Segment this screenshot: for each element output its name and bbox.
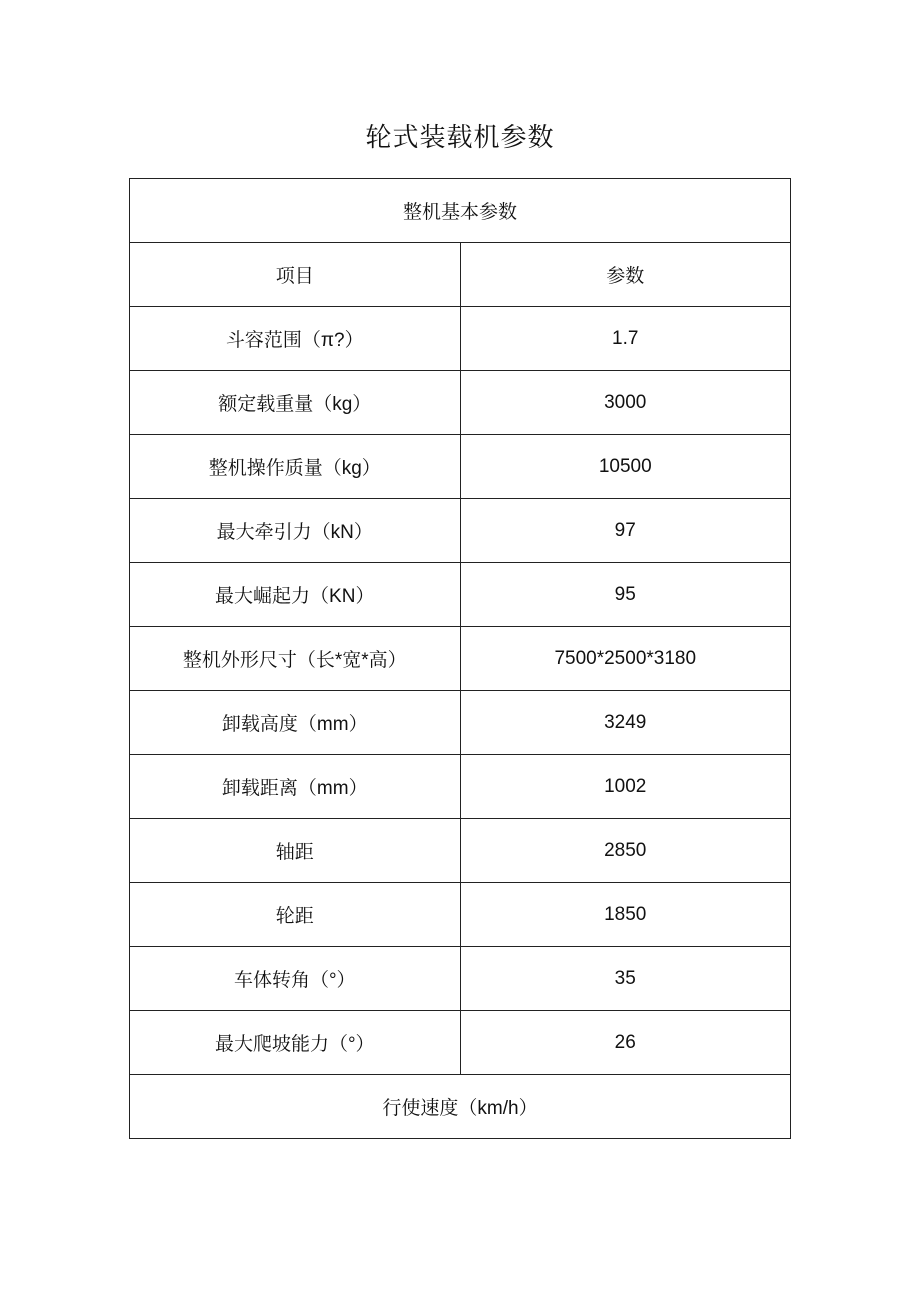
row-value: 1850 [460,883,791,947]
row-value: 1.7 [460,307,791,371]
row-label: 整机外形尺寸（长*宽*高） [130,627,461,691]
document-title: 轮式装载机参数 [365,123,555,153]
row-value: 1002 [460,755,791,819]
footer-row [130,1075,791,1139]
section-header-row [130,179,791,243]
footer-cell: 行使速度（km/h） [130,1075,791,1139]
row-label: 轮距 [130,883,461,947]
row-value: 3000 [460,371,791,435]
column-header-row [130,243,791,307]
row-value: 7500*2500*3180 [460,627,791,691]
row-label: 最大爬坡能力（°） [130,1011,461,1075]
table-row [130,755,791,819]
row-label: 额定载重量（kg） [130,371,461,435]
row-label: 卸载距离（mm） [130,755,461,819]
row-value: 35 [460,947,791,1011]
row-label: 整机操作质量（kg） [130,435,461,499]
row-value: 97 [460,499,791,563]
row-value: 3249 [460,691,791,755]
row-value: 2850 [460,819,791,883]
row-label: 最大牵引力（kN） [130,499,461,563]
table-row [130,563,791,627]
row-label: 车体转角（°） [130,947,461,1011]
row-value: 10500 [460,435,791,499]
table-row [130,1011,791,1075]
table-row [130,883,791,947]
row-value: 26 [460,1011,791,1075]
row-label: 轴距 [130,819,461,883]
row-label: 斗容范围（π?） [130,307,461,371]
table-row [130,499,791,563]
table-row [130,627,791,691]
parameters-table [129,178,791,1139]
table-row [130,947,791,1011]
column-header-value: 参数 [460,243,791,307]
row-label: 最大崛起力（KN） [130,563,461,627]
section-header: 整机基本参数 [130,179,791,243]
row-label: 卸载高度（mm） [130,691,461,755]
row-value: 95 [460,563,791,627]
table-row [130,435,791,499]
table-row [130,371,791,435]
table-row [130,307,791,371]
column-header-item: 项目 [130,243,461,307]
table-row [130,819,791,883]
table-row [130,691,791,755]
